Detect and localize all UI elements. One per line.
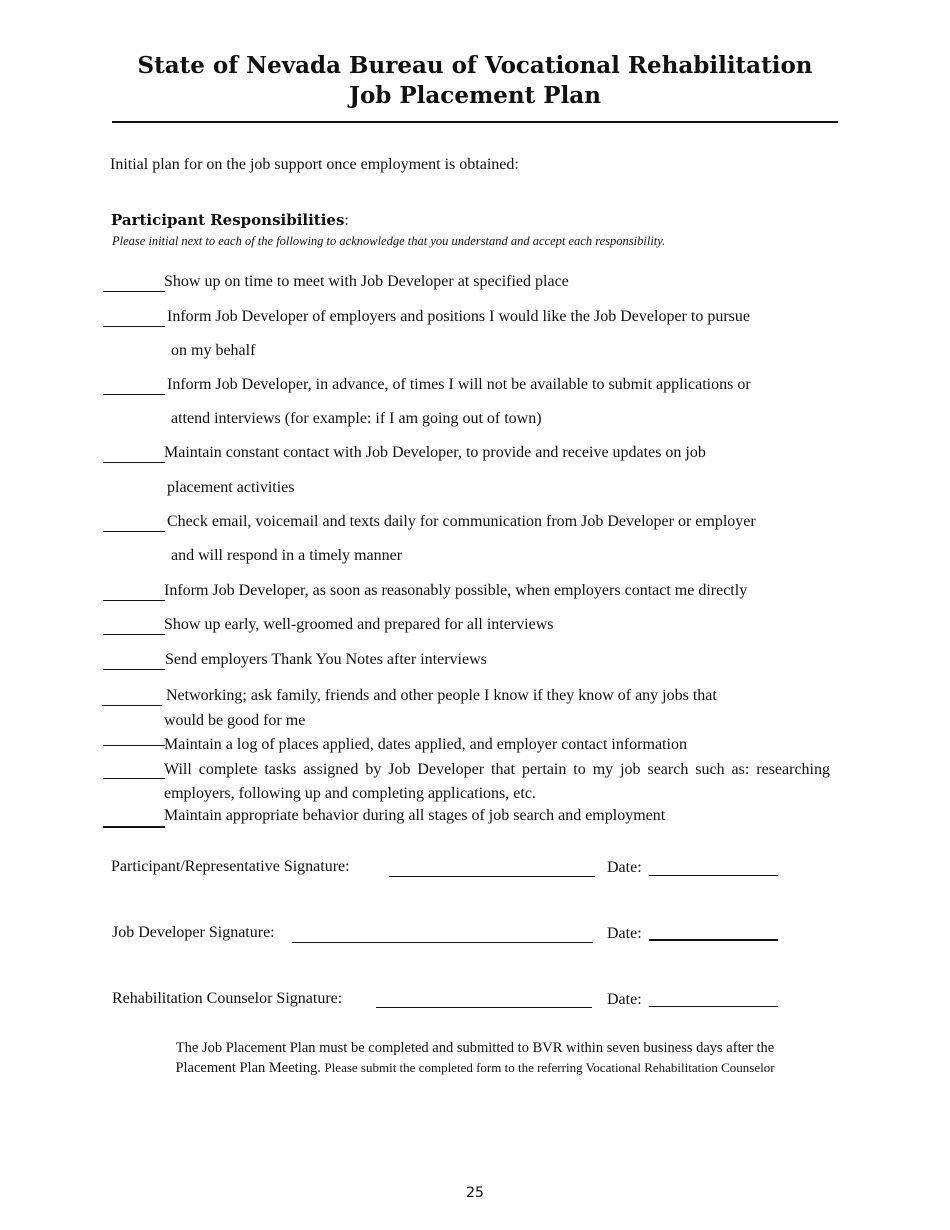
item-text-continued: on my behalf	[171, 342, 256, 359]
initial-line[interactable]	[103, 462, 165, 463]
submission-note-main: Placement Plan Meeting.	[175, 1060, 321, 1076]
item-text-continued: attend interviews (for example: if I am going out of town)	[171, 410, 542, 427]
job-developer-signature-label: Job Developer Signature:	[112, 924, 275, 941]
item-text: Inform Job Developer, in advance, of times I will not be available to submit applications or	[167, 376, 751, 393]
item-text: Maintain a log of places applied, dates applied, and employer contact information	[164, 736, 687, 753]
initial-line[interactable]	[103, 778, 165, 779]
participant-date-label: Date:	[607, 859, 642, 876]
job-developer-date-line[interactable]	[649, 939, 778, 941]
item-text: Show up early, well-groomed and prepared for all interviews	[164, 616, 554, 633]
responsibilities-heading-label: Participant Responsibilities	[111, 211, 345, 229]
initial-line[interactable]	[103, 394, 165, 395]
title-line-1: State of Nevada Bureau of Vocational Rehabilitation	[137, 52, 813, 79]
initial-line[interactable]	[103, 634, 165, 635]
item-text: Send employers Thank You Notes after interviews	[165, 651, 487, 668]
submission-note-small: Please submit the completed form to the referring Vocational Rehabilitation Counselor	[324, 1060, 775, 1075]
participant-signature-label: Participant/Representative Signature:	[111, 858, 350, 875]
item-text: Maintain constant contact with Job Developer, to provide and receive updates on job	[164, 444, 706, 461]
initial-line[interactable]	[103, 669, 165, 670]
counselor-date-label: Date:	[607, 991, 642, 1008]
heading-colon: :	[344, 212, 349, 229]
initial-line[interactable]	[103, 326, 165, 327]
counselor-signature-line[interactable]	[376, 1007, 592, 1008]
initial-line[interactable]	[103, 531, 165, 532]
participant-signature-line[interactable]	[389, 876, 595, 877]
item-text: Inform Job Developer of employers and positions I would like the Job Developer to pursue	[167, 308, 750, 325]
initial-line[interactable]	[103, 291, 165, 292]
item-text: Inform Job Developer, as soon as reasonably possible, when employers contact me directly	[164, 582, 748, 599]
counselor-date-line[interactable]	[649, 1006, 778, 1007]
initial-line[interactable]	[103, 600, 165, 601]
item-text: Check email, voicemail and texts daily for communication from Job Developer or employer	[167, 513, 756, 530]
initial-line[interactable]	[102, 705, 162, 706]
initial-line[interactable]	[103, 826, 165, 828]
page-number: 25	[466, 1185, 484, 1201]
participant-date-line[interactable]	[649, 875, 778, 876]
item-text-continued: would be good for me	[164, 712, 306, 729]
submission-note	[0, 1038, 950, 1078]
item-text: Networking; ask family, friends and other people I know if they know of any jobs that	[166, 687, 717, 704]
item-text: Maintain appropriate behavior during all stages of job search and employment	[164, 807, 666, 824]
submission-note-line-2	[0, 1058, 950, 1078]
responsibilities-note: Please initial next to each of the following to acknowledge that you understand and accept each responsibility.	[112, 234, 666, 248]
job-developer-signature-line[interactable]	[292, 942, 593, 943]
item-text-continued: and will respond in a timely manner	[171, 547, 403, 564]
title-divider	[112, 121, 838, 123]
job-developer-date-label: Date:	[607, 925, 642, 942]
item-text: Show up on time to meet with Job Developer at specified place	[164, 273, 569, 290]
item-text: Will complete tasks assigned by Job Developer that pertain to my job search such as: researching employers, following up and completing applications, etc.	[164, 761, 830, 802]
initial-line[interactable]	[103, 745, 165, 746]
responsibilities-heading	[111, 211, 349, 230]
counselor-signature-label: Rehabilitation Counselor Signature:	[112, 990, 343, 1007]
title-line-2: Job Placement Plan	[349, 82, 601, 109]
document-title	[0, 51, 950, 111]
intro-text: Initial plan for on the job support once employment is obtained:	[110, 156, 519, 173]
submission-note-line-1: The Job Placement Plan must be completed and submitted to BVR within seven business days after the	[175, 1040, 775, 1056]
item-text-continued: placement activities	[167, 479, 295, 496]
